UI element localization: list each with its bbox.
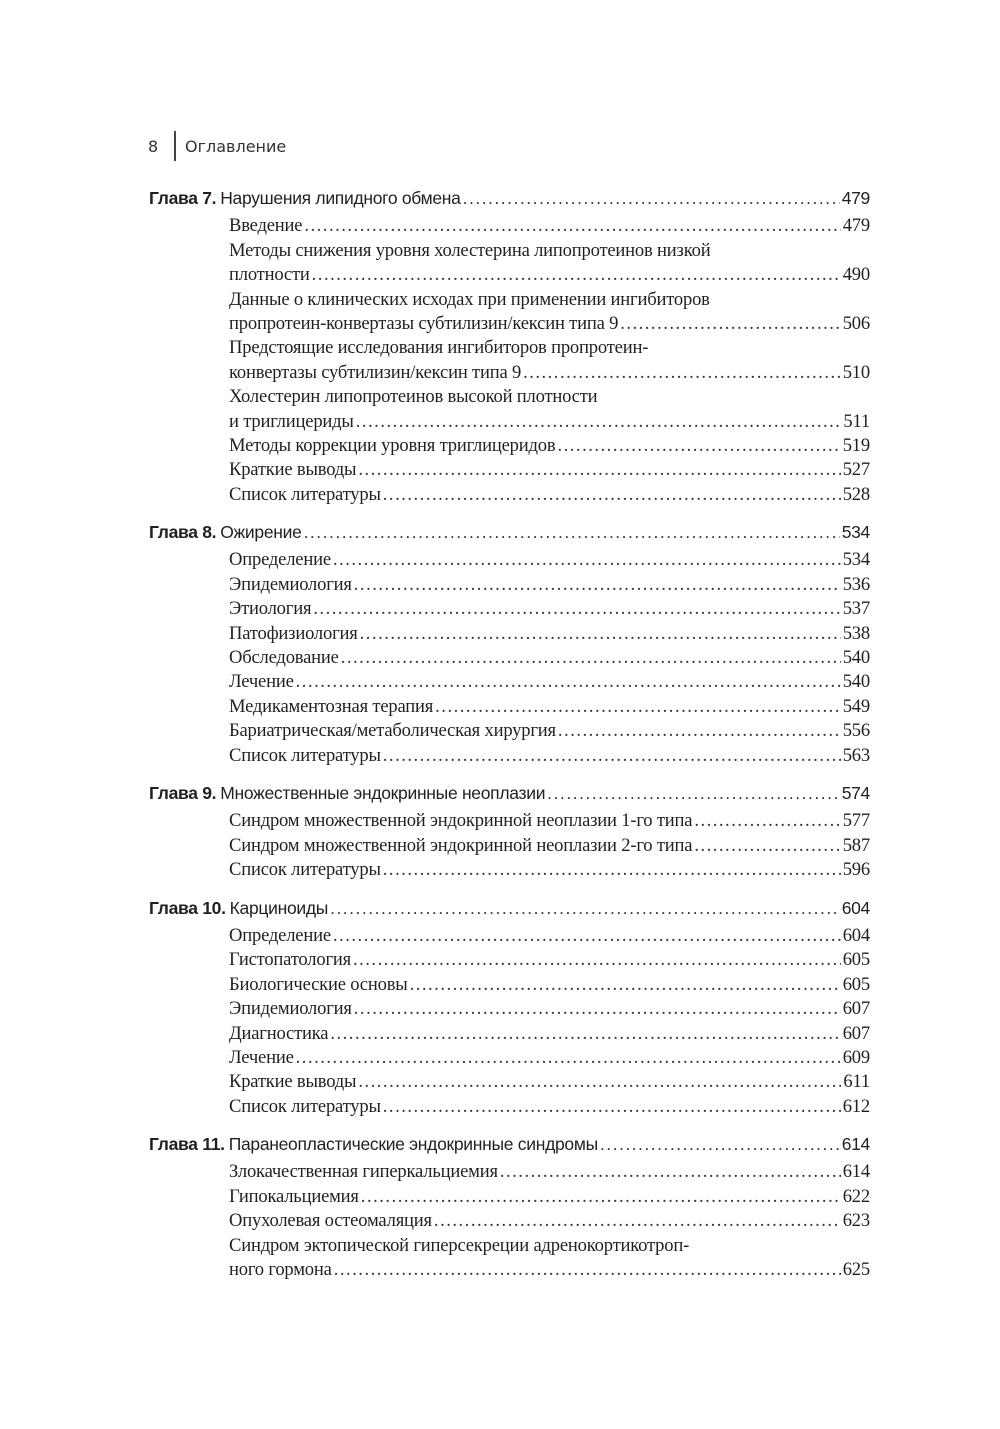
dot-leader [523, 361, 841, 385]
section-entry[interactable] [149, 973, 870, 997]
chapter-title: Паранеопластические эндокринные синдромы [228, 1134, 598, 1155]
chapter-page: 604 [841, 897, 870, 918]
section-page: 528 [842, 483, 870, 505]
section-entry[interactable] [149, 948, 870, 972]
dot-leader [547, 781, 840, 805]
section-title-line: Предстоящие исследования ингибиторов пропротеин- [229, 337, 649, 359]
dot-leader [600, 1132, 840, 1156]
dot-leader [354, 573, 841, 597]
dot-leader [694, 809, 840, 833]
chapter-label: Глава 8. [149, 522, 217, 543]
section-page: 506 [842, 312, 870, 334]
section-page: 607 [842, 998, 870, 1020]
dot-leader [463, 186, 840, 210]
section-title: Введение [229, 215, 303, 237]
section-title: Синдром множественной эндокринной неоплазии 1-го типа [229, 810, 693, 832]
dot-leader [334, 1258, 841, 1282]
chapter-label: Глава 9. [149, 782, 217, 803]
dot-leader [620, 312, 841, 336]
section-page: 605 [842, 973, 870, 995]
dot-leader [354, 997, 841, 1021]
section-page: 596 [842, 859, 870, 881]
section-page: 511 [843, 410, 870, 432]
section-title: плотности [229, 264, 310, 286]
dot-leader [435, 695, 841, 719]
dot-leader [383, 483, 841, 507]
chapter-title: Множественные эндокринные неоплазии [220, 782, 546, 803]
section-title: Список литературы [229, 744, 381, 766]
section-page: 490 [842, 264, 870, 286]
section-page: 519 [842, 434, 870, 456]
section-title: Патофизиология [229, 622, 358, 644]
section-title: Список литературы [229, 483, 381, 505]
chapter-label: Глава 11. [149, 1134, 225, 1155]
section-page: 527 [842, 459, 870, 481]
dot-leader [361, 1185, 841, 1209]
section-entry[interactable] [149, 1022, 870, 1046]
section-title: Определение [229, 924, 331, 946]
section-title-line: Данные о клинических исходах при применении ингибиторов [229, 288, 710, 310]
dot-leader [304, 520, 840, 544]
chapter-entry[interactable] [149, 520, 870, 544]
section-title-line: Методы снижения уровня холестерина липопротеинов низкой [229, 239, 711, 261]
section-title: Обследование [229, 647, 339, 669]
header-divider [174, 131, 176, 161]
section-title: Лечение [229, 671, 294, 693]
chapter-label: Глава 10. [149, 897, 226, 918]
section-entry[interactable] [149, 622, 870, 646]
chapter-block [149, 896, 870, 1120]
chapter-title: Карциноиды [229, 897, 329, 918]
chapter-page: 614 [841, 1134, 870, 1155]
section-title: Гипокальциемия [229, 1185, 359, 1207]
section-title: Определение [229, 549, 331, 571]
dot-leader [383, 744, 841, 768]
section-title: Методы коррекции уровня триглицеридов [229, 434, 556, 456]
section-entry[interactable] [149, 1234, 870, 1283]
section-title: Список литературы [229, 1095, 381, 1117]
dot-leader [358, 1070, 841, 1094]
section-entry[interactable] [149, 548, 870, 572]
section-entry[interactable] [149, 646, 870, 670]
chapter-label: Глава 7. [149, 188, 217, 208]
section-page: 536 [842, 573, 870, 595]
section-entry[interactable] [149, 1209, 870, 1233]
section-entry[interactable] [149, 214, 870, 238]
dot-leader [312, 263, 841, 287]
section-page: 540 [842, 671, 870, 693]
section-entry[interactable] [149, 1185, 870, 1209]
dot-leader [558, 719, 841, 743]
section-title: Эпидемиология [229, 573, 352, 595]
dot-leader [434, 1209, 841, 1233]
section-entry[interactable] [149, 1095, 870, 1119]
section-page: 607 [842, 1022, 870, 1044]
section-page: 549 [842, 695, 870, 717]
section-entry[interactable] [149, 597, 870, 621]
section-entry[interactable] [149, 744, 870, 768]
section-page: 556 [842, 720, 870, 742]
section-entry[interactable] [149, 288, 870, 337]
dot-leader [356, 410, 842, 434]
section-title: пропротеин-конвертазы субтилизин/кексин типа 9 [229, 312, 619, 334]
section-page: 605 [842, 949, 870, 971]
section-page: 537 [842, 598, 870, 620]
section-title: Бариатрическая/метаболическая хирургия [229, 720, 556, 742]
section-title-line: Синдром эктопической гиперсекреции адренокортикотроп- [229, 1234, 690, 1256]
chapter-page: 479 [841, 188, 870, 208]
section-entry[interactable] [149, 458, 870, 482]
section-title: Список литературы [229, 859, 381, 881]
section-entry[interactable] [149, 719, 870, 743]
chapter-title: Ожирение [220, 522, 302, 543]
section-title: Краткие выводы [229, 459, 357, 481]
section-title: Медикаментозная терапия [229, 695, 434, 717]
section-title: Диагностика [229, 1022, 329, 1044]
section-page: 563 [842, 744, 870, 766]
section-title: конвертазы субтилизин/кексин типа 9 [229, 361, 522, 383]
section-entry[interactable] [149, 239, 870, 288]
section-page: 538 [842, 622, 870, 644]
section-entry[interactable] [149, 1070, 870, 1094]
dot-leader [330, 1022, 840, 1046]
dot-leader [296, 670, 841, 694]
chapter-entry[interactable] [149, 896, 870, 920]
section-title-line: Холестерин липопротеинов высокой плотности [229, 386, 598, 408]
section-entry[interactable] [149, 809, 870, 833]
section-page: 622 [842, 1185, 870, 1207]
section-entry[interactable] [149, 1160, 870, 1184]
section-entry[interactable] [149, 924, 870, 948]
dot-leader [383, 858, 841, 882]
dot-leader [500, 1160, 841, 1184]
section-title: Биологические основы [229, 973, 408, 995]
chapter-page: 574 [841, 782, 870, 803]
section-entry[interactable] [149, 834, 870, 858]
section-page: 604 [842, 924, 870, 946]
dot-leader [358, 458, 840, 482]
section-entry[interactable] [149, 997, 870, 1021]
section-page: 587 [842, 834, 870, 856]
section-title: Этиология [229, 598, 312, 620]
section-page: 577 [842, 810, 870, 832]
section-page: 612 [842, 1095, 870, 1117]
section-title: и триглицериды [229, 410, 354, 432]
section-page: 611 [843, 1071, 870, 1093]
dot-leader [330, 896, 840, 920]
section-page: 479 [842, 215, 870, 237]
section-page: 623 [842, 1210, 870, 1232]
chapter-entry[interactable] [149, 781, 870, 805]
dot-leader [296, 1046, 841, 1070]
section-page: 614 [842, 1161, 870, 1183]
dot-leader [360, 622, 841, 646]
section-entry[interactable] [149, 695, 870, 719]
dot-leader [383, 1095, 841, 1119]
section-entry[interactable] [149, 573, 870, 597]
chapter-block [149, 781, 870, 883]
dot-leader [694, 834, 840, 858]
section-entry[interactable] [149, 434, 870, 458]
section-entry[interactable] [149, 385, 870, 434]
chapter-block [149, 1132, 870, 1282]
dot-leader [313, 597, 840, 621]
section-entry[interactable] [149, 1046, 870, 1070]
section-entry[interactable] [149, 858, 870, 882]
section-page: 540 [842, 647, 870, 669]
section-entry[interactable] [149, 336, 870, 385]
section-page: 510 [842, 361, 870, 383]
section-entry[interactable] [149, 483, 870, 507]
section-page: 625 [842, 1259, 870, 1281]
chapter-block [149, 520, 870, 768]
section-title: Лечение [229, 1046, 294, 1068]
chapter-page: 534 [841, 522, 870, 543]
section-title: Эпидемиология [229, 998, 352, 1020]
section-title: Гистопатология [229, 949, 351, 971]
chapter-title: Нарушения липидного обмена [220, 188, 461, 208]
running-header [148, 131, 286, 161]
dot-leader [353, 948, 841, 972]
table-of-contents [149, 186, 870, 1295]
section-page: 534 [842, 549, 870, 571]
dot-leader [304, 214, 840, 238]
page-number: 8 [148, 136, 159, 156]
dot-leader [557, 434, 840, 458]
section-title: Синдром множественной эндокринной неоплазии 2-го типа [229, 834, 693, 856]
section-page: 609 [842, 1046, 870, 1068]
section-title: Краткие выводы [229, 1071, 357, 1093]
dot-leader [333, 548, 841, 572]
section-title: Злокачественная гиперкальциемия [229, 1161, 498, 1183]
section-title: Опухолевая остеомаляция [229, 1210, 432, 1232]
chapter-entry[interactable] [149, 1132, 870, 1156]
dot-leader [341, 646, 841, 670]
chapter-entry[interactable] [149, 186, 870, 210]
chapter-block [149, 186, 870, 507]
dot-leader [410, 973, 841, 997]
section-entry[interactable] [149, 670, 870, 694]
dot-leader [333, 924, 841, 948]
section-title: ного гормона [229, 1259, 332, 1281]
section-title: Оглавление [185, 136, 287, 156]
